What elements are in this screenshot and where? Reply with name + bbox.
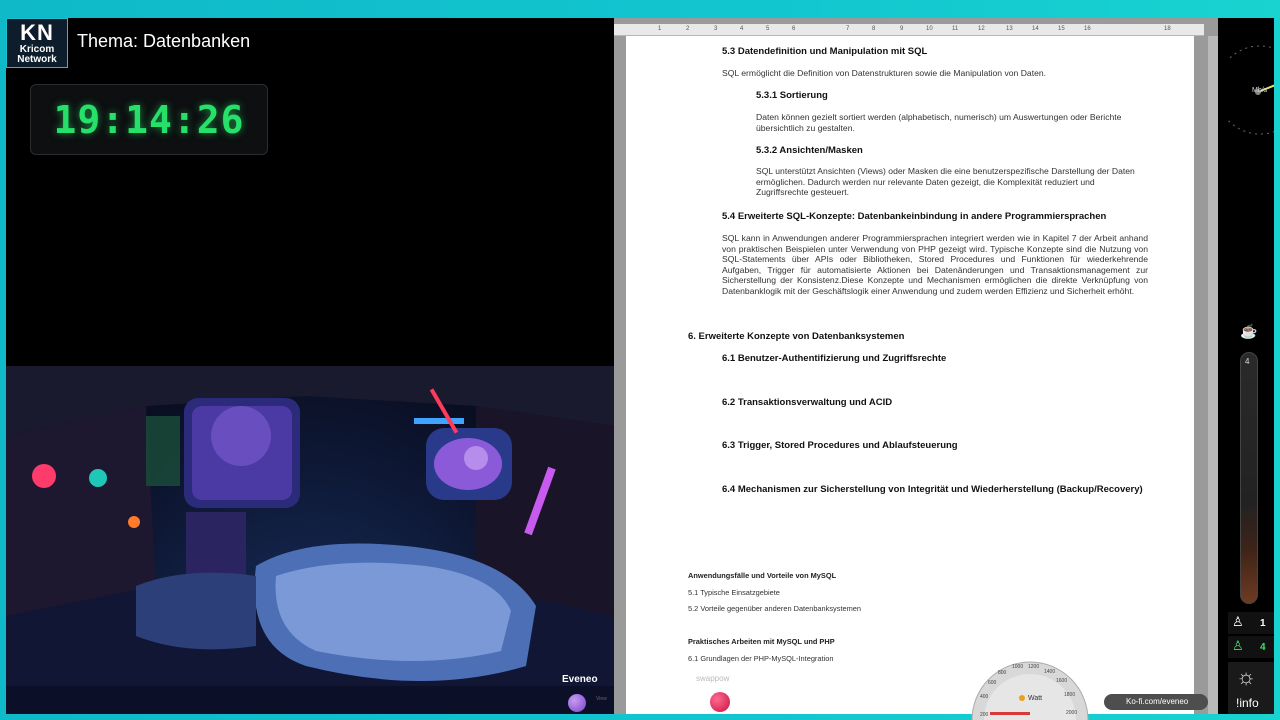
ruler-tick: 6	[792, 26, 796, 32]
horizontal-ruler[interactable]	[614, 24, 1204, 36]
watt-tick: 2000	[1066, 710, 1078, 716]
heading-5-3-1: 5.3.1 Sortierung	[756, 90, 828, 101]
ruler-tick: 3	[714, 26, 718, 32]
scene-illustration	[6, 366, 614, 714]
sun-icon: ☼	[1236, 664, 1257, 689]
watt-tick: 1000	[1012, 664, 1024, 670]
vertical-scrollbar[interactable]	[1208, 36, 1218, 714]
ruler-tick: 1	[658, 26, 662, 32]
logo-initials: KN	[20, 20, 54, 45]
note-6-1: 6.1 Grundlagen der PHP-MySQL-Integration	[688, 654, 834, 663]
kofi-link[interactable]: Ko-fi.com/eveneo	[1104, 694, 1208, 710]
watt-tick: 800	[998, 670, 1007, 676]
paragraph-5-3-2: SQL unterstützt Ansichten (Views) oder Masken die eine benutzerspezifische Darstellung der Daten ermöglichen. Dadurch werden nur relevante Daten gezeigt, die Komplexität reduziert und Zugriffsrechte gesteuert.	[756, 166, 1135, 198]
person-icon: ♙	[1232, 614, 1244, 629]
ruler-tick: 5	[766, 26, 770, 32]
ruler-tick: 11	[952, 26, 959, 32]
scifi-bedroom-image	[6, 366, 614, 714]
speed-unit: Mb/s	[1252, 87, 1268, 94]
digital-clock: 19:14:26	[30, 84, 268, 155]
topic-title: Thema: Datenbanken	[77, 31, 251, 51]
kricom-logo	[6, 18, 68, 68]
heading-6: 6. Erweiterte Konzepte von Datenbanksystemen	[688, 331, 905, 342]
paragraph-5-4: SQL kann in Anwendungen anderer Programmiersprachen integriert werden wie in Kapitel 7 der Arbeit anhand von praktischen Beispielen unter Verwendung von PHP gezeigt wird. Typische Konzepte sind die Nutzung von SQL-Statements über APIs oder Bibliotheken, Stored Procedures und Funktionen für wiederkehrende Aufgaben, Trigger für automatisierte Aktionen bei Datenänderungen und Transaktionsmanagement zur Sicherstellung der Konsistenz.Diese Konzepte und Mechanismen ermöglichen die direkte Verknüpfung von Datenbanklogik mit der Geschäftslogik einer Anwendung und zudem werden Effizienz und Sicherheit erhöht.	[722, 233, 1148, 296]
watt-tick: 600	[988, 680, 997, 686]
document-window[interactable]	[614, 18, 1218, 714]
logo-line1: Kricom	[19, 44, 55, 55]
ruler-tick: 12	[978, 26, 985, 32]
network-speed-gauge-icon	[1228, 36, 1274, 146]
watt-tick: 1200	[1028, 664, 1040, 670]
watt-label: Watt	[1028, 695, 1043, 702]
info-command: !info	[1236, 696, 1259, 710]
ruler-tick: 2	[686, 26, 690, 32]
person-green-icon: ♙	[1232, 638, 1244, 653]
streamer-name: Eveneo	[562, 674, 598, 685]
heading-6-1: 6.1 Benutzer-Authentifizierung und Zugriffsrechte	[722, 353, 947, 364]
ruler-tick: 13	[1006, 26, 1013, 32]
ruler-tick: 16	[1084, 26, 1091, 32]
heading-5-4: 5.4 Erweiterte SQL-Konzepte: Datenbankeinbindung in andere Programmiersprachen	[722, 211, 1107, 222]
note-anwendungsfaelle: Anwendungsfälle und Vorteile von MySQL	[688, 571, 837, 580]
heading-6-3: 6.3 Trigger, Stored Procedures und Ablaufsteuerung	[722, 440, 958, 451]
heading-6-2: 6.2 Transaktionsverwaltung und ACID	[722, 397, 893, 408]
ruler-tick: 18	[1164, 26, 1171, 32]
watt-tick: 400	[980, 694, 989, 700]
logo-line2: Network	[17, 54, 57, 65]
view-label: View	[596, 696, 607, 702]
watt-tick: 1400	[1044, 669, 1056, 675]
paragraph-5-3: SQL ermöglicht die Definition von Datenstrukturen sowie die Manipulation von Daten.	[722, 68, 1047, 78]
ruler-tick: 15	[1058, 26, 1065, 32]
streamer-avatar-ball	[568, 694, 586, 712]
document-page[interactable]	[626, 36, 1194, 714]
progress-tube	[1240, 352, 1258, 604]
heading-5-3-2: 5.3.2 Ansichten/Masken	[756, 145, 863, 156]
watt-tick: 1800	[1064, 692, 1076, 698]
ruler-tick: 8	[872, 26, 876, 32]
count-white: 1	[1260, 618, 1266, 629]
ruler-tick: 7	[846, 26, 850, 32]
heading-6-4: 6.4 Mechanismen zur Sicherstellung von Integrität und Wiederherstellung (Backup/Recovery)	[722, 484, 1143, 495]
stream-frame	[6, 18, 1274, 714]
ruler-tick: 4	[740, 26, 744, 32]
watt-tick: 200	[980, 712, 989, 718]
watt-gauge	[960, 640, 1100, 720]
note-5-2: 5.2 Vorteile gegenüber anderen Datenbanksystemen	[688, 604, 861, 613]
pink-avatar-ball	[710, 692, 730, 712]
ruler-tick: 9	[900, 26, 904, 32]
heading-5-3: 5.3 Datendefinition und Manipulation mit SQL	[722, 46, 928, 57]
ruler-tick: 14	[1032, 26, 1039, 32]
paragraph-5-3-1: Daten können gezielt sortiert werden (alphabetisch, numerisch) um Auswertungen oder Berichte übersichtlich zu gestalten.	[756, 112, 1122, 133]
ruler-tick: 10	[926, 26, 933, 32]
count-green: 4	[1260, 642, 1266, 653]
note-praktisches-arbeiten: Praktisches Arbeiten mit MySQL und PHP	[688, 637, 835, 646]
watt-tick: 1600	[1056, 678, 1068, 684]
note-5-1: 5.1 Typische Einsatzgebiete	[688, 588, 780, 597]
stream-name-label: swappow	[696, 674, 730, 683]
tube-value: 4	[1245, 357, 1250, 366]
coffee-icon: ☕	[1240, 323, 1258, 339]
